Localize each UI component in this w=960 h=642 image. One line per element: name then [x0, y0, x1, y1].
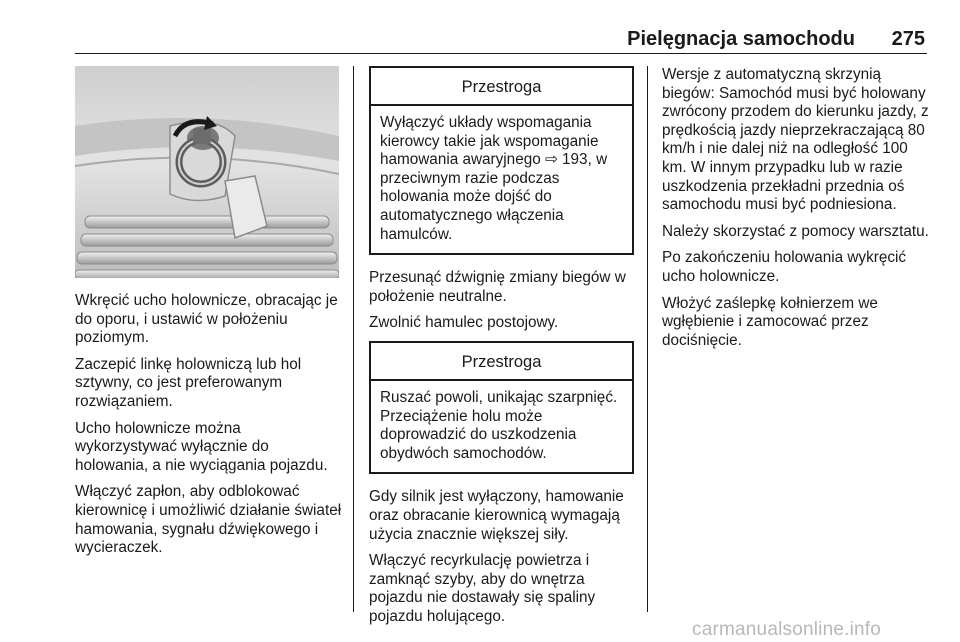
- caution-box: [369, 341, 634, 474]
- paragraph: Włączyć zapłon, aby odblokować kierownicę i umożliwić działanie świateł hamowania, sygnału dźwiękowego i wycieraczek.: [75, 483, 342, 557]
- paragraph: Należy skorzystać z pomocy warsztatu.: [662, 222, 929, 240]
- column-divider: [353, 66, 354, 612]
- caution-text: Ruszać powoli, unikając szarpnięć. Przeciążenie holu może doprowadzić do uszkodzenia obydwóch samochodów.: [380, 388, 618, 462]
- paragraph: Zwolnić hamulec postojowy.: [369, 314, 559, 332]
- paragraph: Włączyć recyrkulację powietrza i zamknąć szyby, aby do wnętrza pojazdu nie dostawały się spaliny pojazdu holującego.: [369, 552, 596, 625]
- column-right: [662, 66, 930, 358]
- column-left: [75, 66, 345, 566]
- tow-hook-illustration: [75, 66, 339, 278]
- paragraph: Wkręcić ucho holownicze, obracając je do oporu, i ustawić w położeniu poziomym.: [75, 292, 338, 347]
- page-reference-arrow-icon: ⇨: [544, 151, 558, 169]
- paragraph: Wersje z automatyczną skrzynią biegów: Samochód musi być holowany zwrócony przodem do kierunku jazdy, z prędkością jazdy nieprzekraczającą 80 km/h i nie dalej niż na odległość 100 km. W innym przypadku lub w razie uszkodzenia przekładni przednia oś samochodu musi być podniesiona.: [662, 66, 929, 214]
- watermark: carmanualsonline.info: [692, 619, 882, 640]
- page-title: Pielęgnacja samochodu: [627, 28, 855, 50]
- caution-text: Wyłączyć układy wspomagania kierowcy takie jak wspomaganie hamowania awaryjnego ⇨ 193, w przeciwnym razie podczas holowania może dojść do automatycznego włączenia hamulców.: [380, 114, 608, 243]
- paragraph: Gdy silnik jest wyłączony, hamowanie oraz obracanie kierownicą wymagają użycia znacznie większej siły.: [369, 488, 624, 543]
- page-header: [75, 24, 927, 54]
- paragraph: Po zakończeniu holowania wykręcić ucho holownicze.: [662, 249, 907, 285]
- column-middle: [369, 66, 634, 634]
- column-divider: [647, 66, 648, 612]
- paragraph: Ucho holownicze można wykorzystywać wyłącznie do holowania, a nie wyciągania pojazdu.: [75, 419, 328, 474]
- caution-title: Przestroga: [371, 68, 632, 106]
- caution-title: Przestroga: [371, 343, 632, 381]
- paragraph: Przesunąć dźwignię zmiany biegów w położenie neutralne.: [369, 269, 626, 305]
- paragraph: Zaczepić linkę holowniczą lub hol sztywny, co jest preferowanym rozwiązaniem.: [75, 355, 302, 410]
- paragraph: Włożyć zaślepkę kołnierzem we wgłębienie i zamocować przez dociśnięcie.: [662, 294, 878, 349]
- page-number: 275: [891, 28, 925, 50]
- caution-box: [369, 66, 634, 255]
